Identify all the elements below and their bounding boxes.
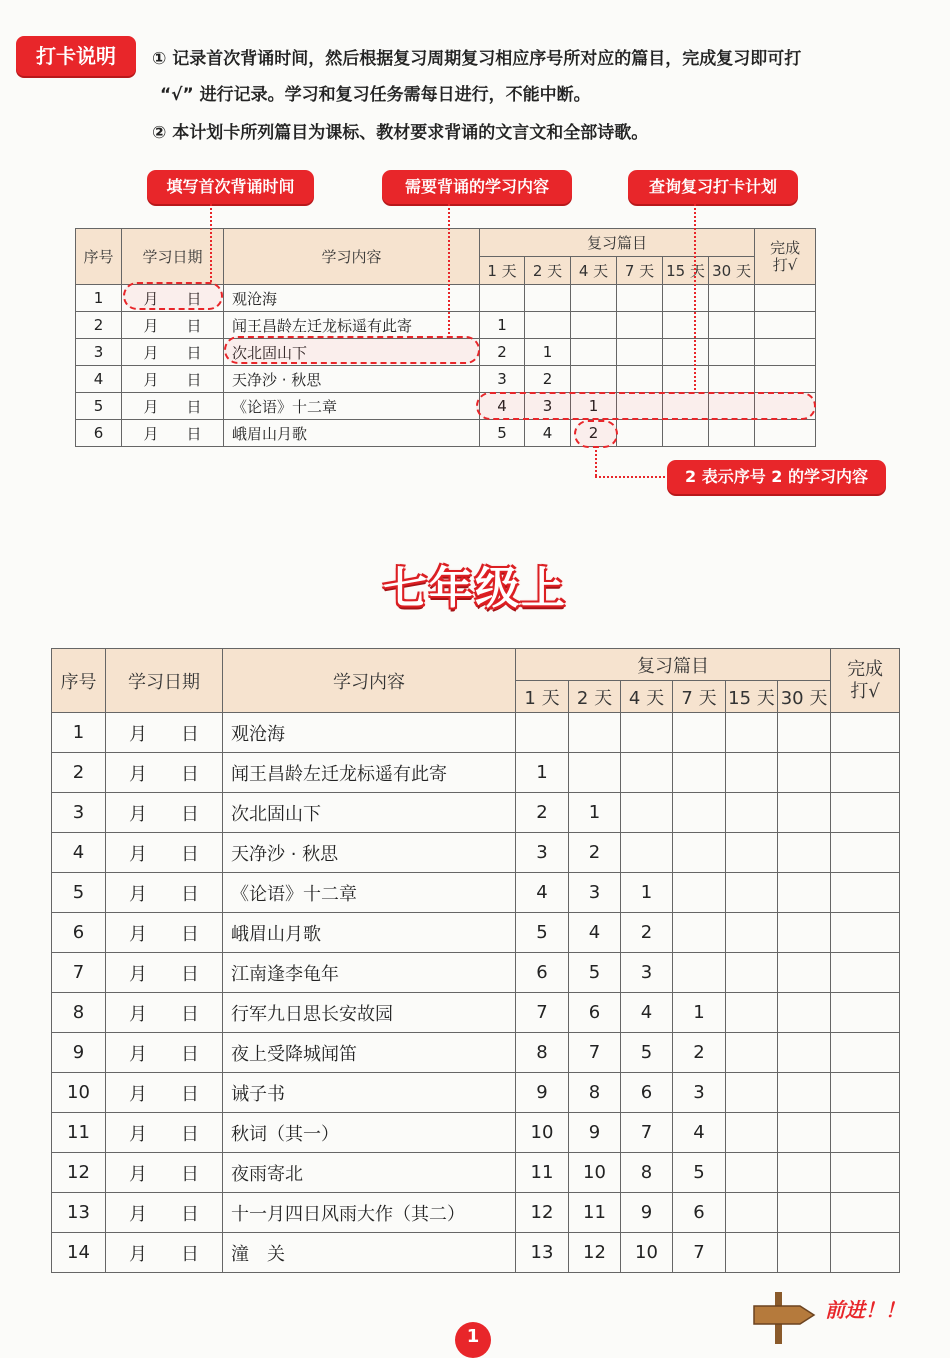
review-cell: 5 [516,913,569,953]
day-label: 日 [181,1123,199,1145]
review-cell: 9 [516,1073,569,1113]
content-cell: 江南逢李龟年 [223,953,516,993]
date-cell[interactable] [106,753,223,793]
signpost-icon [748,1288,818,1344]
month-label: 月 [129,763,147,785]
day-label: 日 [181,963,199,985]
table-row [52,873,900,913]
month-label: 月 [129,1083,147,1105]
table-row [52,1033,900,1073]
review-cell: 9 [569,1113,621,1153]
day-label: 日 [181,883,199,905]
day-label: 日 [181,763,199,785]
seq-cell: 6 [76,420,122,447]
review-cell: 8 [569,1073,621,1113]
review-cell [778,1033,831,1073]
month-label: 月 [129,923,147,945]
review-cell: 1 [571,393,617,420]
content-cell: 观沧海 [224,285,480,312]
review-cell [709,312,755,339]
date-cell[interactable] [106,1113,223,1153]
table-row [52,953,900,993]
month-label: 月 [129,1243,147,1265]
month-label: 月 [129,1163,147,1185]
done-checkbox-cell[interactable] [831,1193,900,1233]
review-cell [726,793,778,833]
review-cell: 1 [516,753,569,793]
review-cell: 10 [516,1113,569,1153]
review-cell: 1 [525,339,571,366]
review-cell [621,753,673,793]
day-label: 日 [181,1003,199,1025]
day-label: 日 [186,316,202,335]
forward-text: 前进！！ [825,1298,905,1322]
date-cell[interactable] [106,793,223,833]
content-cell: 潼 关 [223,1233,516,1273]
review-cell [726,953,778,993]
seq-cell: 1 [76,285,122,312]
month-label: 月 [129,803,147,825]
date-cell[interactable] [106,873,223,913]
review-cell: 2 [621,913,673,953]
review-cell: 2 [525,366,571,393]
content-cell: 《论语》十二章 [223,873,516,913]
leader-line [694,204,696,390]
done-checkbox-cell[interactable] [831,753,900,793]
review-cell: 4 [480,393,525,420]
review-cell [663,285,709,312]
review-cell [617,312,663,339]
content-cell: 夜上受降城闻笛 [223,1033,516,1073]
review-cell: 5 [480,420,525,447]
done-checkbox-cell[interactable] [755,339,816,366]
header-day: 1 天 [480,257,525,285]
review-cell [569,753,621,793]
done-checkbox-cell[interactable] [755,285,816,312]
done-checkbox-cell[interactable] [831,993,900,1033]
review-cell [726,1153,778,1193]
done-checkbox-cell[interactable] [831,1153,900,1193]
instructions-badge: 打卡说明 [16,36,136,76]
month-label: 月 [143,343,159,362]
review-cell: 2 [516,793,569,833]
content-cell: 《论语》十二章 [224,393,480,420]
table-row [52,713,900,753]
page-number: 1 [455,1322,491,1358]
review-cell [778,1233,831,1273]
day-label: 日 [181,1203,199,1225]
header-done: 完成打√ [755,229,816,285]
review-cell: 8 [516,1033,569,1073]
table-row [52,1153,900,1193]
review-cell: 6 [673,1193,726,1233]
month-label: 月 [129,1203,147,1225]
day-label: 日 [186,370,202,389]
main-table [51,648,900,1273]
seq-cell: 1 [52,713,106,753]
instruction-line-3: ② 本计划卡所列篇目为课标、教材要求背诵的文言文和全部诗歌。 [152,123,649,143]
review-cell: 7 [621,1113,673,1153]
date-highlight-ring [123,282,223,310]
review-cell: 2 [480,339,525,366]
day-label: 日 [181,843,199,865]
seq-cell: 12 [52,1153,106,1193]
seq-cell: 5 [76,393,122,420]
instruction-line-2: “√” 进行记录。学习和复习任务需每日进行，不能中断。 [160,85,591,105]
review-cell [516,713,569,753]
month-label: 月 [143,370,159,389]
review-cell: 4 [569,913,621,953]
header-seq: 序号 [52,649,106,713]
review-cell [778,993,831,1033]
review-cell: 3 [621,953,673,993]
date-cell[interactable] [106,833,223,873]
review-cell [709,420,755,447]
review-highlight-ring [476,392,816,420]
done-checkbox-cell[interactable] [831,1033,900,1073]
month-label: 月 [143,289,159,308]
done-checkbox-cell[interactable] [831,1233,900,1273]
review-cell [621,793,673,833]
done-checkbox-cell[interactable] [831,1073,900,1113]
review-cell: 10 [569,1153,621,1193]
header-done: 完成打√ [831,649,900,713]
review-cell [778,1073,831,1113]
callout-plan: 查询复习打卡计划 [628,170,798,204]
date-cell[interactable] [122,339,224,366]
review-cell: 9 [621,1193,673,1233]
main-body [52,713,900,1273]
done-checkbox-cell[interactable] [831,913,900,953]
review-cell: 2 [569,833,621,873]
seq-cell: 13 [52,1193,106,1233]
review-cell [778,953,831,993]
review-cell: 10 [621,1233,673,1273]
table-row [52,1073,900,1113]
header-day: 2 天 [569,681,621,713]
date-cell[interactable] [106,713,223,753]
review-cell [571,339,617,366]
review-cell [571,312,617,339]
review-cell [571,366,617,393]
review-cell: 3 [516,833,569,873]
header-day: 7 天 [617,257,663,285]
review-cell [569,713,621,753]
seq-cell: 3 [76,339,122,366]
date-cell[interactable] [122,393,224,420]
content-cell: 次北固山下 [224,339,480,366]
content-cell: 十一月四日风雨大作（其二） [223,1193,516,1233]
review-cell [726,753,778,793]
month-label: 月 [129,843,147,865]
review-cell: 4 [673,1113,726,1153]
review-cell [663,420,709,447]
review-cell: 2 [673,1033,726,1073]
header-day: 15 天 [663,257,709,285]
review-cell [726,1073,778,1113]
review-cell: 11 [569,1193,621,1233]
day-label: 日 [181,1163,199,1185]
header-content: 学习内容 [224,229,480,285]
review-cell [673,833,726,873]
header-date: 学习日期 [122,229,224,285]
date-cell[interactable] [122,366,224,393]
content-cell: 天净沙 · 秋思 [224,366,480,393]
review-cell: 7 [516,993,569,1033]
day-label: 日 [181,1043,199,1065]
day-label: 日 [186,289,202,308]
date-cell[interactable] [106,1033,223,1073]
header-review: 复习篇目 [480,229,755,257]
review-cell [778,913,831,953]
header-seq: 序号 [76,229,122,285]
seq-cell: 4 [52,833,106,873]
done-checkbox-cell[interactable] [831,793,900,833]
review-cell [778,873,831,913]
review-cell [663,366,709,393]
review-cell [673,913,726,953]
seq-cell: 4 [76,366,122,393]
day-label: 日 [186,424,202,443]
month-label: 月 [129,723,147,745]
review-cell [778,1153,831,1193]
review-cell [617,420,663,447]
date-cell[interactable] [106,913,223,953]
review-cell: 1 [569,793,621,833]
review-cell [726,1193,778,1233]
content-cell: 闻王昌龄左迁龙标遥有此寄 [224,312,480,339]
review-cell: 4 [621,993,673,1033]
day-label: 日 [181,803,199,825]
header-day: 4 天 [571,257,617,285]
day-label: 日 [181,723,199,745]
example-row [76,420,816,447]
seq-cell: 5 [52,873,106,913]
review-cell: 11 [516,1153,569,1193]
review-cell: 3 [480,366,525,393]
review-cell [778,1113,831,1153]
seq-cell: 2 [76,312,122,339]
month-label: 月 [129,1123,147,1145]
table-row [52,1193,900,1233]
content-highlight-ring [224,336,480,364]
seq-cell: 9 [52,1033,106,1073]
done-checkbox-cell[interactable] [831,1113,900,1153]
content-cell: 次北固山下 [223,793,516,833]
review-cell [663,312,709,339]
header-day: 4 天 [621,681,673,713]
review-cell [709,366,755,393]
review-cell [778,1193,831,1233]
review-cell [571,285,617,312]
review-cell [726,913,778,953]
header-day: 30 天 [709,257,755,285]
callout-fill-date: 填写首次背诵时间 [147,170,314,204]
content-cell: 天净沙 · 秋思 [223,833,516,873]
header-date: 学习日期 [106,649,223,713]
month-label: 月 [143,316,159,335]
review-cell: 1 [480,312,525,339]
header-day: 15 天 [726,681,778,713]
header-day: 1 天 [516,681,569,713]
review-cell [726,873,778,913]
review-cell: 2 [571,420,617,447]
done-checkbox-cell[interactable] [831,873,900,913]
day-label: 日 [186,343,202,362]
instruction-line-1: ① 记录首次背诵时间，然后根据复习周期复习相应序号所对应的篇目，完成复习即可打 [152,49,802,69]
leader-line [210,204,212,282]
review-cell [617,285,663,312]
review-cell [673,793,726,833]
review-cell: 7 [673,1233,726,1273]
review-cell [621,833,673,873]
review-cell [673,753,726,793]
review-cell: 4 [525,420,571,447]
review-cell: 5 [569,953,621,993]
review-cell: 7 [569,1033,621,1073]
month-label: 月 [143,397,159,416]
day-label: 日 [186,397,202,416]
content-cell: 行军九日思长安故园 [223,993,516,1033]
review-cell: 13 [516,1233,569,1273]
review-cell: 6 [516,953,569,993]
date-cell[interactable] [106,953,223,993]
review-cell: 12 [516,1193,569,1233]
review-cell: 8 [621,1153,673,1193]
content-cell: 诫子书 [223,1073,516,1113]
table-row [52,833,900,873]
review-cell [726,713,778,753]
seq-cell: 10 [52,1073,106,1113]
header-review: 复习篇目 [516,649,831,681]
done-checkbox-cell[interactable] [831,833,900,873]
table-row [52,1113,900,1153]
review-cell: 5 [673,1153,726,1193]
example-row [76,366,816,393]
leader-line [448,204,450,334]
seq-cell: 6 [52,913,106,953]
content-cell: 夜雨寄北 [223,1153,516,1193]
month-label: 月 [129,963,147,985]
month-label: 月 [129,1043,147,1065]
review-cell: 6 [621,1073,673,1113]
done-checkbox-cell[interactable] [755,420,816,447]
table-row [52,993,900,1033]
leader-line [595,476,669,478]
review-cell: 1 [673,993,726,1033]
review-cell [617,366,663,393]
review-cell [673,953,726,993]
seq-cell: 14 [52,1233,106,1273]
seq-cell: 3 [52,793,106,833]
date-cell[interactable] [106,1073,223,1113]
review-cell [480,285,525,312]
callout-meaning: 2 表示序号 2 的学习内容 [667,460,886,494]
header-day: 30 天 [778,681,831,713]
review-cell [525,312,571,339]
month-label: 月 [143,424,159,443]
page-title: 七年级上 [383,563,567,614]
review-cell [726,833,778,873]
review-cell: 6 [569,993,621,1033]
review-cell: 4 [516,873,569,913]
date-cell[interactable] [106,1233,223,1273]
review-cell [726,1113,778,1153]
date-cell[interactable] [106,1153,223,1193]
header-day: 7 天 [673,681,726,713]
table-row [52,1233,900,1273]
month-label: 月 [129,883,147,905]
review-cell: 3 [525,393,571,420]
seq-cell: 2 [52,753,106,793]
done-checkbox-cell[interactable] [831,713,900,753]
seq-cell: 7 [52,953,106,993]
review-cell: 1 [621,873,673,913]
month-label: 月 [129,1003,147,1025]
review-cell [726,993,778,1033]
review-cell: 3 [673,1073,726,1113]
content-cell: 观沧海 [223,713,516,753]
review-cell [663,339,709,366]
table-row [52,753,900,793]
review-cell [726,1033,778,1073]
review-cell [709,339,755,366]
review-cell [778,753,831,793]
cell-highlight-ring [574,420,618,448]
content-cell: 闻王昌龄左迁龙标遥有此寄 [223,753,516,793]
day-label: 日 [181,1083,199,1105]
date-cell[interactable] [106,993,223,1033]
seq-cell: 11 [52,1113,106,1153]
date-cell[interactable] [106,1193,223,1233]
done-checkbox-cell[interactable] [755,366,816,393]
day-label: 日 [181,1243,199,1265]
callout-content: 需要背诵的学习内容 [382,170,572,204]
header-day: 2 天 [525,257,571,285]
content-cell: 峨眉山月歌 [224,420,480,447]
review-cell [778,833,831,873]
review-cell [621,713,673,753]
review-cell [525,285,571,312]
review-cell [709,285,755,312]
review-cell [673,713,726,753]
seq-cell: 8 [52,993,106,1033]
table-row [52,793,900,833]
review-cell [673,873,726,913]
done-checkbox-cell[interactable] [755,312,816,339]
leader-line [595,446,597,476]
review-cell [617,339,663,366]
content-cell: 秋词（其一） [223,1113,516,1153]
date-cell[interactable] [122,420,224,447]
example-row [76,312,816,339]
review-cell: 5 [621,1033,673,1073]
header-content: 学习内容 [223,649,516,713]
content-cell: 峨眉山月歌 [223,913,516,953]
done-checkbox-cell[interactable] [831,953,900,993]
review-cell [778,713,831,753]
day-label: 日 [181,923,199,945]
review-cell: 3 [569,873,621,913]
review-cell [726,1233,778,1273]
review-cell [778,793,831,833]
table-row [52,913,900,953]
date-cell[interactable] [122,312,224,339]
review-cell: 12 [569,1233,621,1273]
